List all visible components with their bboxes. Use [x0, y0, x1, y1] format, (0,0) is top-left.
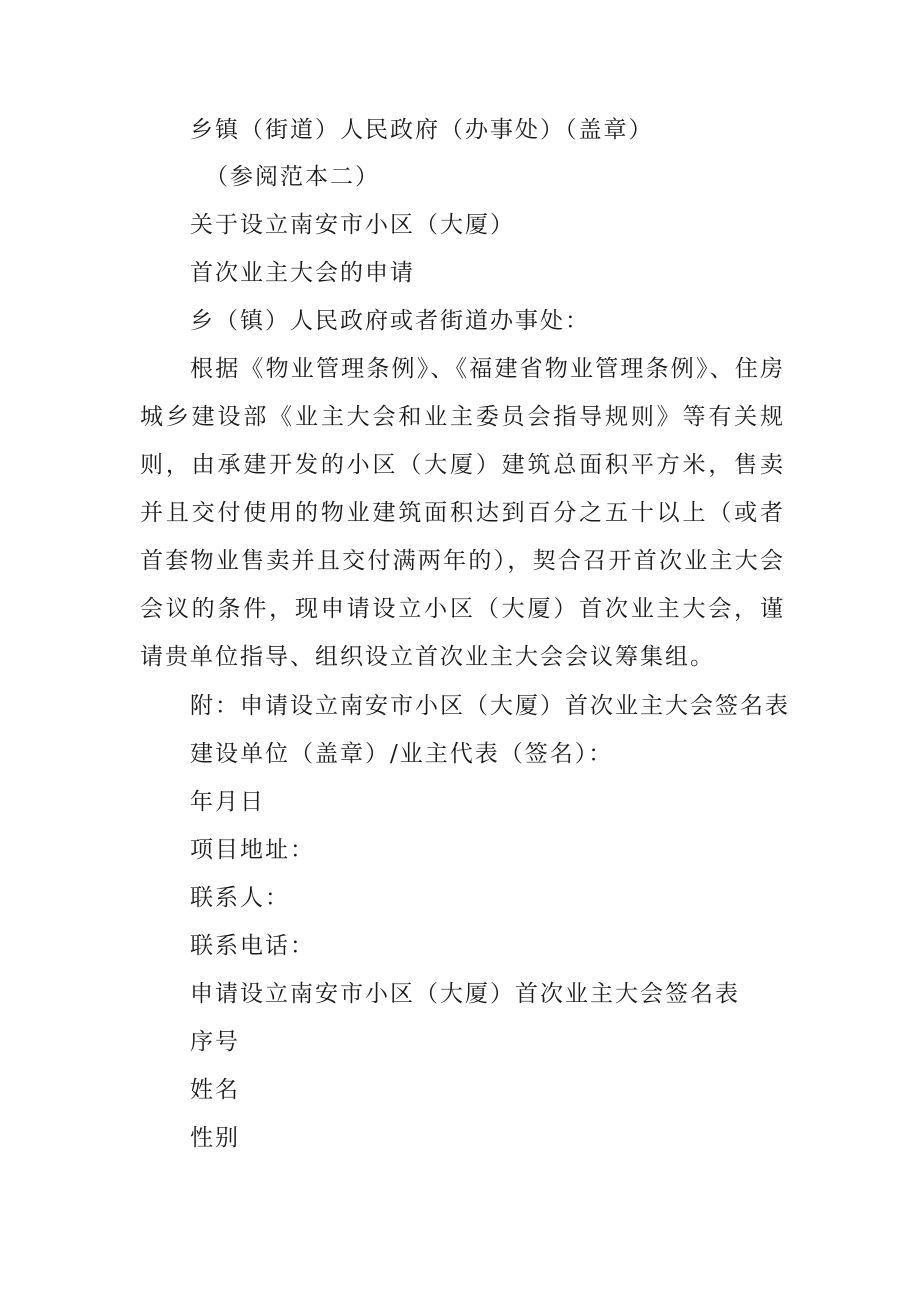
body-paragraph: 根据《物业管理条例》、《福建省物业管理条例》、住房城乡建设部《业主大会和业主委员会指导规则》等有关规则，由承建开发的小区（大厦）建筑总面积平方米，售卖并且交付使用的物业建筑面积达到百分之五十以上（或者首套物业售卖并且交付满两年的），契合召开首次业主大会会议的条件，现申请设立小区（大厦）首次业主大会，谨请贵单位指导、组织设立首次业主大会会议筹集组。 [140, 356, 785, 670]
signature-line: 建设单位（盖章）/业主代表（签名）： [190, 741, 614, 767]
attachment-note: 附：申请设立南安市小区（大厦）首次业主大会签名表 [190, 693, 790, 719]
signature-table-title: 申请设立南安市小区（大厦）首次业主大会签名表 [190, 981, 740, 1007]
column-serial: 序号 [190, 1029, 240, 1055]
column-name: 姓名 [190, 1077, 240, 1103]
project-address: 项目地址： [190, 837, 315, 863]
contact-phone: 联系电话： [190, 933, 315, 959]
title-line-1: 关于设立南安市小区（大厦） [190, 212, 515, 238]
title-line-2: 首次业主大会的申请 [190, 260, 415, 286]
template-reference: （参阅范本二） [205, 164, 380, 190]
contact-person: 联系人： [190, 885, 290, 911]
seal-line: 乡镇（街道）人民政府（办事处）（盖章） [190, 117, 654, 143]
addressee: 乡（镇）人民政府或者街道办事处： [190, 308, 590, 334]
date-line: 年月日 [190, 789, 265, 815]
column-gender: 性别 [190, 1125, 240, 1151]
